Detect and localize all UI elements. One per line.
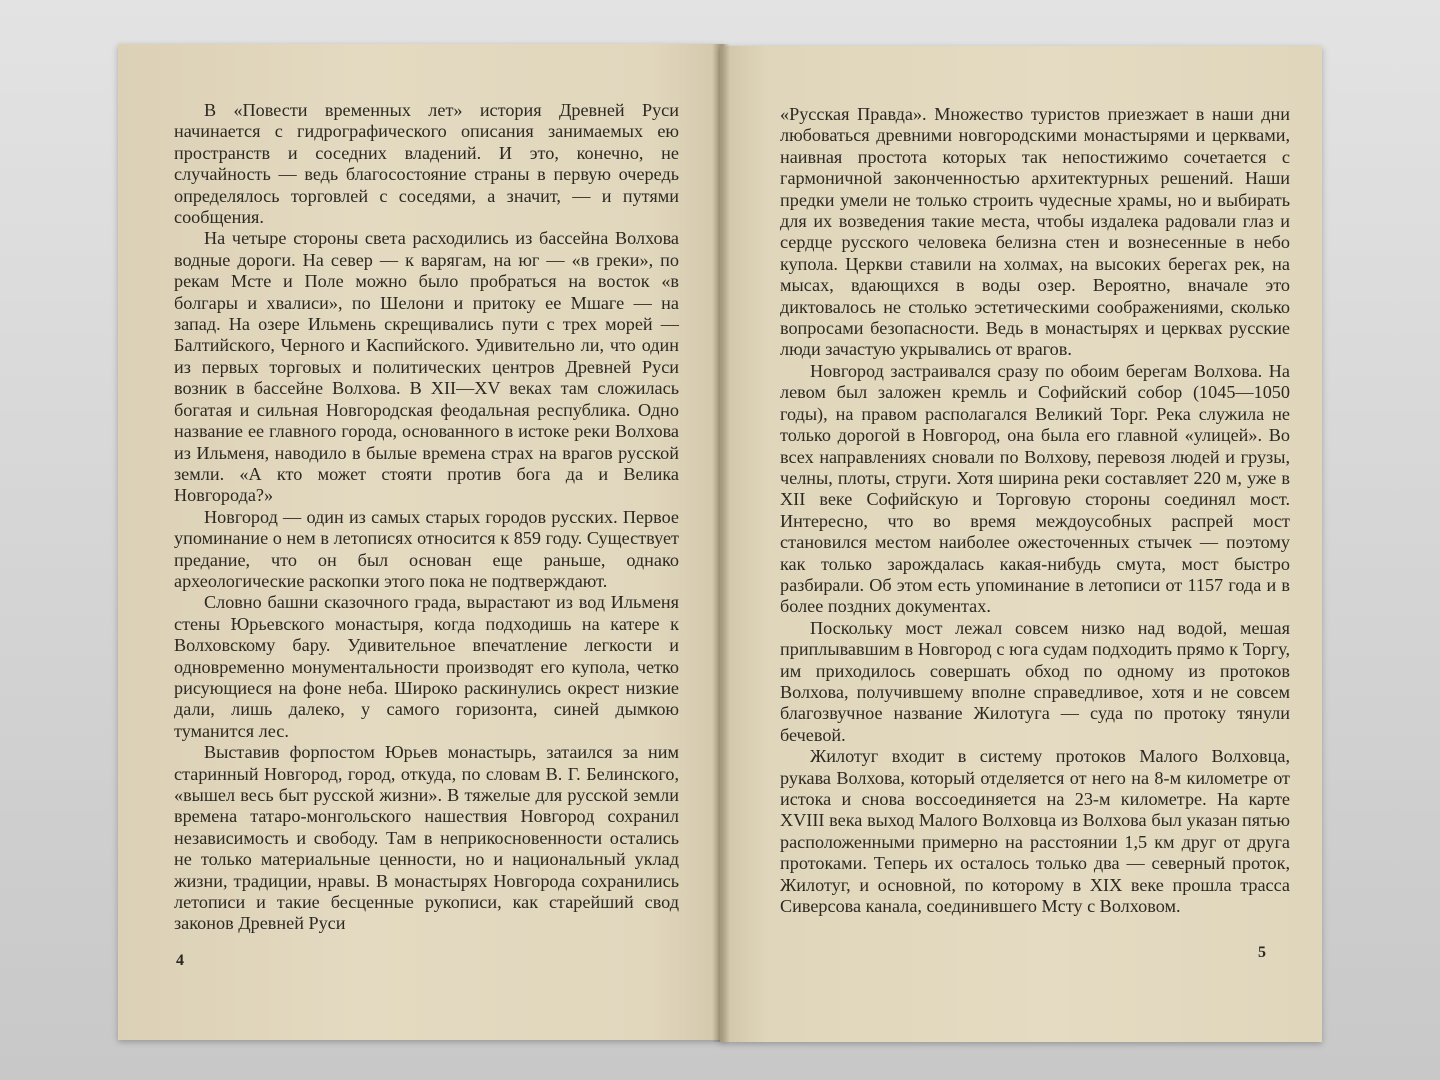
- right-page: [720, 46, 1322, 1042]
- book-spine-gutter: [712, 44, 730, 1042]
- paragraph: «Русская Правда». Множество туристов приезжает в наши дни любоваться древними новгородскими монастырями и церквами, наивная простота которых так непостижимо сочетается с гармоничной законченностью архитектурных решений. Наши предки умели не только строить чудесные храмы, но и выбирать для их возведения такие места, чтобы издалека радовали глаз и сердце русского человека белизна стен и вознесенные в небо купола. Церкви ставили на холмах, на высоких берегах рек, на мысах, вдающихся в воды озер. Вероятно, вначале это диктовалось не столько эстетическими соображениями, сколько вопросами безопасности. Ведь в монастырях и церквах русские люди зачастую укрывались от врагов.: [780, 104, 1290, 360]
- left-page: [118, 44, 724, 1040]
- right-page-text: [780, 104, 1290, 917]
- paragraph: Выставив форпостом Юрьев монастырь, затаился за ним старинный Новгород, город, откуда, по словам В. Г. Белинского, «вышел весь быт русской жизни». В тяжелые для русской земли времена татаро-монгольского нашествия Новгород сохранил независимость и свободу. Там в неприкосновенности остались не только материальные ценности, но и национальный уклад жизни, традиции, нравы. В монастырях Новгорода сохранились летописи и такие бесценные рукописи, как старейший свод законов Древней Руси: [174, 742, 679, 934]
- paragraph: Новгород застраивался сразу по обоим берегам Волхова. На левом был заложен кремль и Софийский собор (1045—1050 годы), на правом располагался Великий Торг. Река служила не только дорогой в Новгород, она была его главной «улицей». Во всех направлениях сновали по Волхову, перевозя людей и грузы, челны, плоты, струги. Хотя ширина реки составляет 220 м, уже в XII веке Софийскую и Торговую стороны соединял мост. Интересно, что во время междоусобных распрей мост становился местом наиболее ожесточенных стычек — поэтому как только зарождалась какая-нибудь смута, мост быстро разбирали. Об этом есть упоминание в летописи от 1157 года и в более поздних документах.: [780, 360, 1290, 617]
- page-number-left: 4: [176, 952, 184, 969]
- left-page-text: [174, 100, 679, 935]
- page-number-right: 5: [1258, 944, 1266, 961]
- paragraph: Новгород — один из самых старых городов русских. Первое упоминание о нем в летописях относится к 859 году. Существует предание, что он был основан еще раньше, однако археологические раскопки этого пока не подтверждают.: [174, 506, 679, 591]
- paragraph: В «Повести временных лет» история Древней Руси начинается с гидрографического описания занимаемых ею пространств и соседних владений. И это, конечно, не случайность — ведь благосостояние страны в первую очередь определялось торговлей с соседями, а значит, — и путями сообщения.: [174, 100, 679, 228]
- paragraph: Поскольку мост лежал совсем низко над водой, мешая приплывавшим в Новгород с юга судам подходить прямо к Торгу, им приходилось совершать обход по одному из протоков Волхова, получившему вполне справедливое, хотя и не совсем благозвучное название Жилотуга — суда по протоку тянули бечевой.: [780, 617, 1290, 745]
- paragraph: Словно башни сказочного града, вырастают из вод Ильменя стены Юрьевского монастыря, когда подходишь на катере к Волховскому бару. Удивительное впечатление легкости и одновременно монументальности производят его купола, четко рисующиеся на фоне неба. Широко раскинулись окрест низкие дали, лишь далеко, у самого горизонта, синей дымкою туманится лес.: [174, 592, 679, 741]
- paragraph: На четыре стороны света расходились из бассейна Волхова водные дороги. На север — к варягам, на юг — «в греки», по рекам Мсте и Поле можно было пробраться на восток «в болгары и хвалиси», по Шелони и притоку ее Мшаге — на запад. На озере Ильмень скрещивались пути с трех морей — Балтийского, Черного и Каспийского. Удивительно ли, что один из первых торговых и политических центров Древней Руси возник в бассейне Волхова. В XII—XV веках там сложилась богатая и сильная Новгородская феодальная республика. Одно название ее главного города, основанного в истоке реки Волхова из Ильменя, наводило в былые времена страх на врагов русской земли. «А кто может стояти против бога да и Велика Новгорода?»: [174, 228, 679, 506]
- paragraph: Жилотуг входит в систему протоков Малого Волховца, рукава Волхова, который отделяется от него на 8-м километре от истока и снова воссоединяется на 23-м километре. На карте XVIII века выход Малого Волховца из Волхова был указан пятью расположенными примерно на расстоянии 1,5 км друг от друга протоками. Теперь их осталось только два — северный проток, Жилотуг, и основной, по которому в XIX веке прошла трасса Сиверсова канала, соединившего Мсту с Волховом.: [780, 746, 1290, 917]
